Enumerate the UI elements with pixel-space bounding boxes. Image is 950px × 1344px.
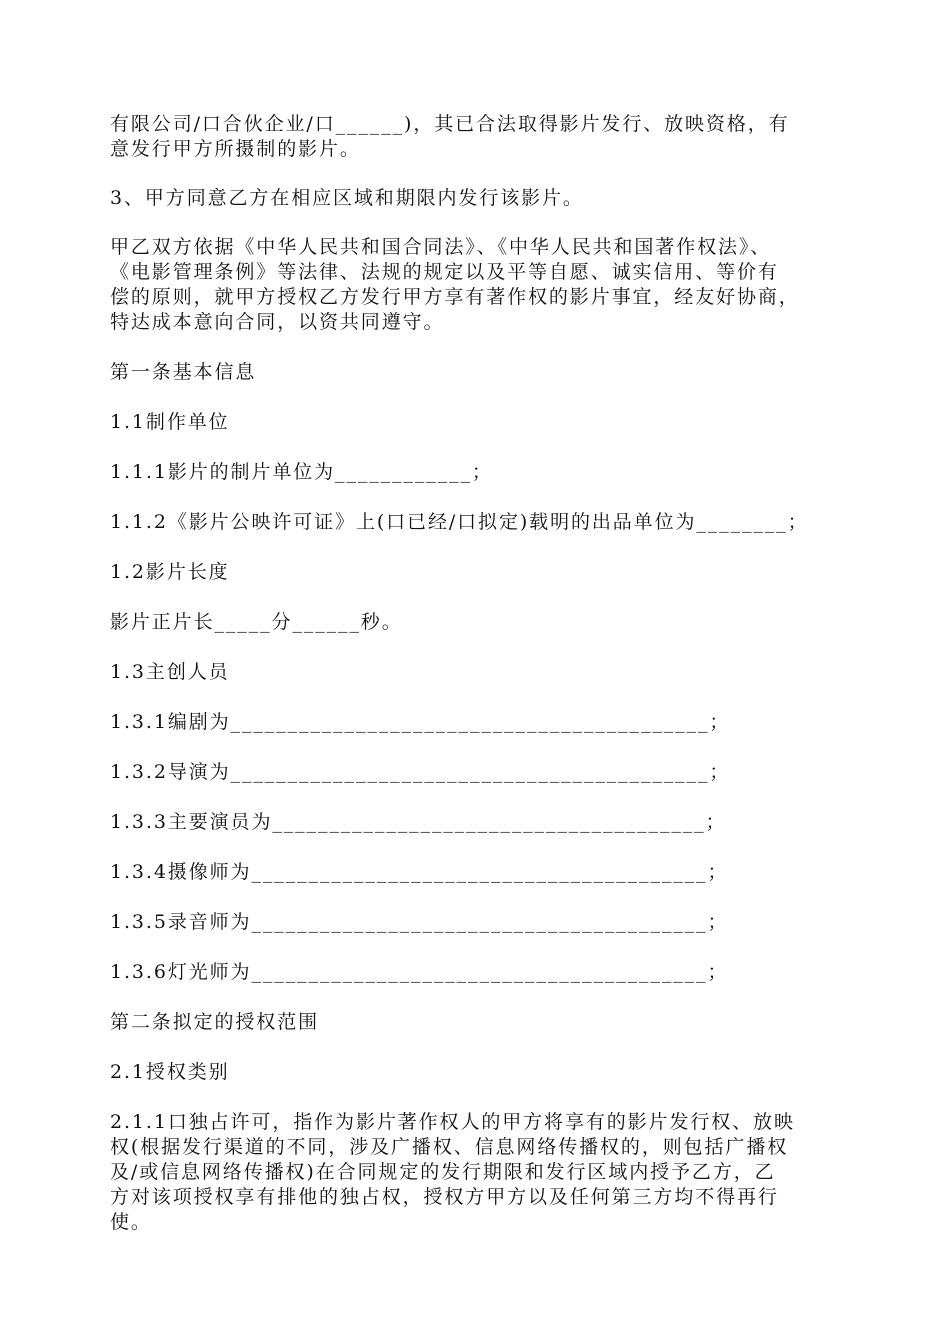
line: 第一条基本信息 (110, 361, 257, 383)
line: 2.1.1口独占许可，指作为影片著作权人的甲方将享有的影片发行权、放映 (110, 1111, 795, 1133)
item-1-3-2 (110, 760, 850, 785)
article-2-heading (110, 1010, 850, 1035)
section-2-1 (110, 1060, 850, 1085)
line: 有限公司/口合伙企业/口______)，其已合法取得影片发行、放映资格，有 (110, 113, 790, 135)
item-1-3-3 (110, 810, 850, 835)
clause-3 (110, 186, 850, 211)
line: 1.3.2导演为__________________________________________； (110, 761, 731, 783)
line: 使。 (110, 1211, 152, 1233)
item-1-3-4 (110, 860, 850, 885)
line: 特达成本意向合同，以资共同遵守。 (110, 311, 445, 333)
paragraph-qualification (110, 112, 850, 162)
line: 第二条拟定的授权范围 (110, 1011, 320, 1033)
line: 3、甲方同意乙方在相应区域和期限内发行该影片。 (110, 187, 584, 209)
line: 偿的原则，就甲方授权乙方发行甲方享有著作权的影片事宜，经友好协商， (110, 286, 800, 308)
item-1-3-5 (110, 910, 850, 935)
line: 2.1授权类别 (110, 1061, 230, 1083)
line: 及/或信息网络传播权)在合同规定的发行期限和发行区域内授予乙方，乙 (110, 1161, 776, 1183)
item-1-1-2 (110, 510, 850, 535)
line: 1.3.1编剧为__________________________________________； (110, 711, 731, 733)
item-2-1-1 (110, 1110, 850, 1235)
item-1-3-6 (110, 960, 850, 985)
line: 1.3主创人员 (110, 661, 230, 683)
line: 1.3.6灯光师为________________________________________； (110, 961, 729, 983)
line: 方对该项授权享有排他的独占权，授权方甲方以及任何第三方均不得再行 (110, 1186, 779, 1208)
line: 1.1.1影片的制片单位为____________； (110, 461, 493, 483)
line: 1.1.2《影片公映许可证》上(口已经/口拟定)载明的出品单位为________； (110, 511, 809, 533)
section-1-1 (110, 410, 850, 435)
section-1-2 (110, 560, 850, 585)
paragraph-preamble (110, 235, 850, 335)
item-1-1-1 (110, 460, 850, 485)
line: 影片正片长_____分______秒。 (110, 611, 403, 633)
item-1-3-1 (110, 710, 850, 735)
section-1-3 (110, 660, 850, 685)
line: 1.1制作单位 (110, 411, 230, 433)
line: 1.3.5录音师为________________________________________； (110, 911, 729, 933)
line: 甲乙双方依据《中华人民共和国合同法》、《中华人民共和国著作权法》、 (110, 236, 772, 258)
line: 权(根据发行渠道的不同，涉及广播权、信息网络传播权的，则包括广播权 (110, 1136, 789, 1158)
line: 《电影管理条例》等法律、法规的规定以及平等自愿、诚实信用、等价有 (110, 261, 779, 283)
film-length (110, 610, 850, 635)
line: 1.3.3主要演员为______________________________________； (110, 811, 727, 833)
line: 1.2影片长度 (110, 561, 230, 583)
article-1-heading (110, 360, 850, 385)
line: 意发行甲方所摄制的影片。 (110, 138, 361, 160)
line: 1.3.4摄像师为________________________________________； (110, 861, 729, 883)
